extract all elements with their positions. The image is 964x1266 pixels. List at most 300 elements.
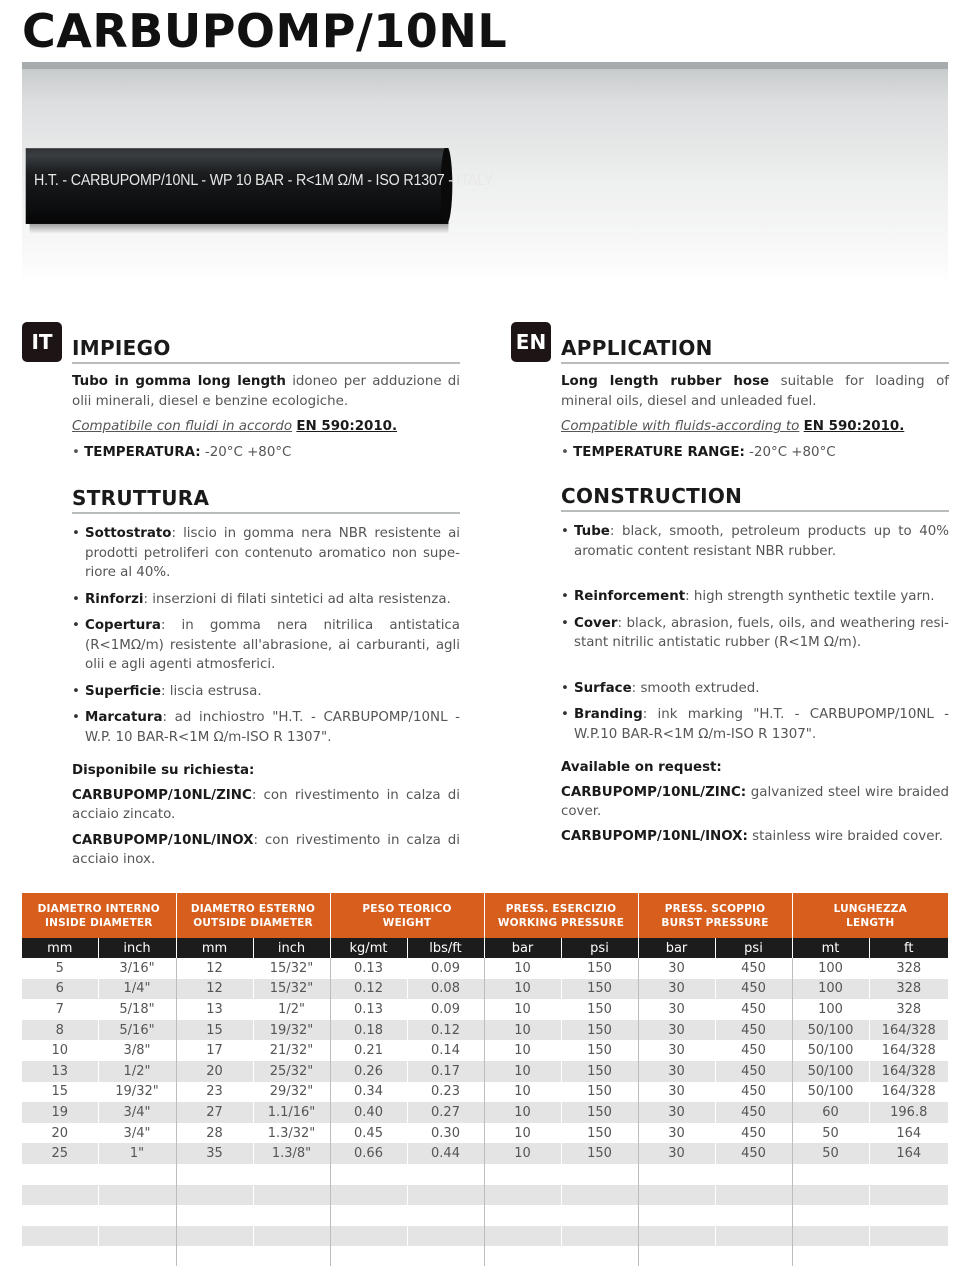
- table-cell: 150: [561, 958, 638, 979]
- table-row: [22, 958, 948, 979]
- table-cell: 15/32": [253, 958, 330, 979]
- group-label-en: LENGTH: [846, 916, 895, 929]
- table-row: [22, 1185, 948, 1206]
- table-cell: [330, 1185, 407, 1206]
- table-unit-header: [22, 938, 948, 958]
- table-cell: [484, 1164, 561, 1185]
- group-header: [792, 893, 948, 938]
- table-cell: [638, 1246, 715, 1266]
- table-cell: [22, 1205, 98, 1226]
- table-cell: [561, 1185, 638, 1206]
- table-cell: 100: [792, 958, 869, 979]
- table-cell: [792, 1205, 869, 1226]
- table-cell: 3/8": [98, 1040, 176, 1061]
- construction-list-it: [72, 524, 460, 747]
- table-row: [22, 979, 948, 1000]
- table-row: [22, 1164, 948, 1185]
- table-cell: 30: [638, 1061, 715, 1082]
- table-cell: [638, 1226, 715, 1247]
- table-cell: 50/100: [792, 1020, 869, 1041]
- table-cell: 1/2": [253, 999, 330, 1020]
- list-item: [72, 616, 460, 675]
- table-cell: [792, 1164, 869, 1185]
- item-label: Rinforzi: [85, 591, 144, 607]
- item-text: : high strength synthetic textile yarn.: [685, 589, 935, 604]
- table-cell: 7: [22, 999, 98, 1020]
- group-label-it: PRESS. SCOPPIO: [664, 902, 766, 915]
- table-cell: 100: [792, 979, 869, 1000]
- application-text-it: [72, 372, 460, 411]
- table-cell: 0.26: [330, 1061, 407, 1082]
- table-cell: [715, 1226, 792, 1247]
- table-cell: 5/16": [98, 1020, 176, 1041]
- table-cell: [869, 1164, 948, 1185]
- table-cell: [715, 1164, 792, 1185]
- compat-text-it: [72, 417, 460, 437]
- table-row: [22, 1246, 948, 1266]
- table-cell: 50: [792, 1123, 869, 1144]
- table-cell: 164: [869, 1143, 948, 1164]
- table-cell: [484, 1185, 561, 1206]
- table-cell: [638, 1205, 715, 1226]
- table-cell: 3/4": [98, 1102, 176, 1123]
- table-cell: [869, 1246, 948, 1266]
- group-label-it: DIAMETRO ESTERNO: [190, 902, 316, 915]
- table-cell: [176, 1246, 253, 1266]
- table-cell: 328: [869, 979, 948, 1000]
- table-cell: 3/4": [98, 1123, 176, 1144]
- table-cell: 450: [715, 1040, 792, 1061]
- table-cell: 450: [715, 1102, 792, 1123]
- table-cell: 0.17: [407, 1061, 484, 1082]
- table-cell: [253, 1226, 330, 1247]
- table-cell: 10: [484, 1082, 561, 1103]
- application-bold-en: Long length rubber hose: [561, 374, 770, 389]
- item-text: : ink marking "H.T. - CARBUPOMP/10NL - W.P.10 BAR-R<1M Ω/m-ISO R 1307".: [574, 707, 949, 742]
- group-label-it: DIAMETRO INTERNO: [37, 902, 160, 915]
- table-cell: 0.66: [330, 1143, 407, 1164]
- table-cell: [561, 1226, 638, 1247]
- table-cell: 150: [561, 979, 638, 1000]
- group-label-en: OUTSIDE DIAMETER: [193, 916, 313, 929]
- table-cell: 17: [176, 1040, 253, 1061]
- item-label: Cover: [574, 615, 618, 631]
- table-cell: 150: [561, 999, 638, 1020]
- list-item: [561, 587, 949, 607]
- variant-name: CARBUPOMP/10NL/ZINC:: [561, 784, 747, 800]
- unit-header: mm: [176, 938, 253, 958]
- table-cell: 150: [561, 1020, 638, 1041]
- item-label: Sottostrato: [85, 526, 172, 541]
- compat-text-en: [561, 417, 949, 437]
- unit-header: inch: [253, 938, 330, 958]
- table-cell: 21/32": [253, 1040, 330, 1061]
- group-label-en: WEIGHT: [382, 916, 432, 929]
- table-cell: [253, 1164, 330, 1185]
- available-title-it: Disponibile su richiesta:: [72, 763, 255, 778]
- table-cell: 20: [176, 1061, 253, 1082]
- table-cell: [98, 1226, 176, 1247]
- unit-header: kg/mt: [330, 938, 407, 958]
- compat-italic-en: Compatible with fluids-according to: [561, 419, 800, 434]
- group-label-en: INSIDE DIAMETER: [45, 916, 153, 929]
- table-cell: 0.13: [330, 999, 407, 1020]
- table-cell: 10: [484, 1143, 561, 1164]
- temperature-en: • TEMPERATURE RANGE: -20°C +80°C: [561, 444, 836, 460]
- table-row: [22, 1102, 948, 1123]
- table-cell: 8: [22, 1020, 98, 1041]
- group-header: [638, 893, 792, 938]
- lang-badge-en: EN: [511, 322, 551, 362]
- table-cell: 0.14: [407, 1040, 484, 1061]
- temperature-value-en: -20°C +80°C: [744, 444, 836, 460]
- table-cell: [98, 1205, 176, 1226]
- table-cell: [407, 1185, 484, 1206]
- table-cell: 0.12: [407, 1020, 484, 1041]
- list-item: [561, 705, 949, 744]
- table-cell: 0.18: [330, 1020, 407, 1041]
- compat-bold-en: EN 590:2010.: [803, 419, 905, 434]
- table-cell: [407, 1205, 484, 1226]
- table-cell: [407, 1246, 484, 1266]
- table-cell: 450: [715, 1123, 792, 1144]
- list-item: [561, 679, 949, 699]
- table-cell: 450: [715, 1061, 792, 1082]
- table-cell: 60: [792, 1102, 869, 1123]
- item-text: : inserzioni di filati sintetici ad alta resistenza.: [143, 591, 451, 607]
- unit-header: bar: [638, 938, 715, 958]
- application-bold-it: Tubo in gomma long length: [72, 374, 286, 389]
- construction-title-it: STRUTTURA: [72, 486, 460, 514]
- table-cell: 30: [638, 979, 715, 1000]
- table-cell: 0.13: [330, 958, 407, 979]
- table-cell: 19/32": [253, 1020, 330, 1041]
- unit-header: inch: [98, 938, 176, 958]
- table-cell: 150: [561, 1102, 638, 1123]
- table-cell: 0.27: [407, 1102, 484, 1123]
- table-cell: 150: [561, 1082, 638, 1103]
- variant-zinc-en: [561, 783, 949, 822]
- unit-header: mm: [22, 938, 98, 958]
- table-cell: [176, 1164, 253, 1185]
- table-group-header: [22, 893, 948, 938]
- table-cell: 6: [22, 979, 98, 1000]
- table-cell: 0.45: [330, 1123, 407, 1144]
- group-label-en: BURST PRESSURE: [661, 916, 769, 929]
- group-label-it: PRESS. ESERCIZIO: [505, 902, 617, 915]
- unit-header: bar: [484, 938, 561, 958]
- variant-inox-it: [72, 831, 460, 870]
- table-cell: 450: [715, 958, 792, 979]
- table-cell: 0.12: [330, 979, 407, 1000]
- item-text: : in gomma nera nitrilica antistatica (R<1MΩ/m) resistente all'abrasione, ai carburanti, agli olii e agli agenti atmosferici.: [85, 618, 460, 672]
- table-cell: 164/328: [869, 1040, 948, 1061]
- table-cell: 10: [484, 979, 561, 1000]
- table-cell: 13: [22, 1061, 98, 1082]
- hose-shape: [22, 148, 458, 298]
- table-cell: 30: [638, 1040, 715, 1061]
- table-cell: 27: [176, 1102, 253, 1123]
- item-label: Marcatura: [85, 710, 163, 725]
- section-it: [72, 336, 460, 870]
- table-cell: 1.1/16": [253, 1102, 330, 1123]
- unit-header: ft: [869, 938, 948, 958]
- application-rest-en: suitable for loading of mineral oils, diesel and unleaded fuel.: [561, 374, 949, 409]
- item-label: Reinforcement: [574, 589, 686, 604]
- table-cell: 50/100: [792, 1040, 869, 1061]
- table-cell: [484, 1205, 561, 1226]
- group-label-en: WORKING PRESSURE: [497, 916, 625, 929]
- table-cell: 30: [638, 1102, 715, 1123]
- compat-bold-it: EN 590:2010.: [296, 419, 398, 434]
- table-cell: 10: [484, 1020, 561, 1041]
- table-cell: 23: [176, 1082, 253, 1103]
- temperature-it: • TEMPERATURA: -20°C +80°C: [72, 444, 292, 460]
- table-cell: [407, 1164, 484, 1185]
- table-cell: 328: [869, 999, 948, 1020]
- list-item: [561, 614, 949, 653]
- table-cell: [792, 1246, 869, 1266]
- variant-inox-en: [561, 827, 949, 847]
- table-cell: [330, 1226, 407, 1247]
- table-row: [22, 1082, 948, 1103]
- table-cell: 10: [484, 1061, 561, 1082]
- table-cell: 1/2": [98, 1061, 176, 1082]
- variant-name: CARBUPOMP/10NL/ZINC: [72, 787, 252, 803]
- compat-italic-it: Compatibile con fluidi in accordo: [72, 419, 293, 434]
- table-cell: [638, 1164, 715, 1185]
- table-cell: 19: [22, 1102, 98, 1123]
- list-item: [561, 522, 949, 561]
- table-cell: 29/32": [253, 1082, 330, 1103]
- item-text: : black, abrasion, fuels, oils, and weathering resi-stant nitrilic antistatic rubber (R<1M Ω/m).: [574, 615, 949, 650]
- table-cell: [253, 1246, 330, 1266]
- table-cell: 450: [715, 999, 792, 1020]
- variant-text: galvanized steel wire braided cover.: [561, 784, 949, 819]
- application-rest-it: idoneo per adduzione di olii minerali, diesel e benzine ecologiche.: [72, 374, 461, 409]
- table-cell: 1.3/8": [253, 1143, 330, 1164]
- table-cell: 13: [176, 999, 253, 1020]
- hose-marking: H.T. - CARBUPOMP/10NL - WP 10 BAR - R<1M Ω/M - ISO R1307 - ITALY: [34, 172, 494, 189]
- item-text: : smooth extruded.: [631, 680, 760, 696]
- table-cell: 450: [715, 979, 792, 1000]
- table-row: [22, 1226, 948, 1247]
- table-cell: 10: [484, 958, 561, 979]
- table-cell: 0.09: [407, 958, 484, 979]
- temperature-value-it: -20°C +80°C: [200, 444, 292, 460]
- table-cell: 164: [869, 1123, 948, 1144]
- table-row: [22, 1020, 948, 1041]
- table-cell: 1.3/32": [253, 1123, 330, 1144]
- table-cell: 30: [638, 1143, 715, 1164]
- table-cell: 30: [638, 1082, 715, 1103]
- list-item: [72, 524, 460, 583]
- table-cell: [869, 1205, 948, 1226]
- table-row: [22, 1123, 948, 1144]
- divider: [22, 62, 948, 69]
- item-label: Copertura: [85, 618, 161, 633]
- table-cell: [561, 1164, 638, 1185]
- table-cell: [22, 1185, 98, 1206]
- temperature-label-it: TEMPERATURA:: [84, 444, 201, 460]
- item-text: : black, smooth, petroleum products up to 40% aromatic content resistant NBR rubber.: [574, 524, 949, 559]
- table-cell: 450: [715, 1143, 792, 1164]
- unit-header: mt: [792, 938, 869, 958]
- section-en: [561, 336, 949, 846]
- table-cell: 150: [561, 1061, 638, 1082]
- table-cell: 28: [176, 1123, 253, 1144]
- lang-badge-it: IT: [22, 322, 62, 362]
- unit-header: psi: [561, 938, 638, 958]
- table-cell: 1": [98, 1143, 176, 1164]
- table-cell: 450: [715, 1020, 792, 1041]
- group-header: [176, 893, 330, 938]
- temperature-label-en: TEMPERATURE RANGE:: [573, 444, 745, 460]
- table-cell: [715, 1205, 792, 1226]
- table-cell: 19/32": [98, 1082, 176, 1103]
- table-cell: 10: [484, 1123, 561, 1144]
- item-label: Surface: [574, 680, 632, 696]
- available-title-en: Available on request:: [561, 760, 722, 775]
- table-cell: [792, 1185, 869, 1206]
- item-label: Branding: [574, 707, 643, 722]
- table-cell: [715, 1185, 792, 1206]
- table-cell: 12: [176, 958, 253, 979]
- table-cell: [98, 1185, 176, 1206]
- table-cell: [22, 1164, 98, 1185]
- table-row: [22, 1061, 948, 1082]
- variant-text: : con rivestimento in calza di acciaio zincato.: [72, 787, 460, 822]
- group-label-it: PESO TEORICO: [362, 902, 452, 915]
- table-cell: 450: [715, 1082, 792, 1103]
- table-cell: 0.40: [330, 1102, 407, 1123]
- group-header: [22, 893, 176, 938]
- table-cell: 50: [792, 1143, 869, 1164]
- table-cell: 15/32": [253, 979, 330, 1000]
- table-cell: 15: [22, 1082, 98, 1103]
- variant-text: stainless wire braided cover.: [747, 828, 943, 844]
- table-cell: 150: [561, 1040, 638, 1061]
- table-cell: 164/328: [869, 1082, 948, 1103]
- application-title-it: IMPIEGO: [72, 336, 460, 364]
- application-title-en: APPLICATION: [561, 336, 949, 364]
- table-cell: 0.08: [407, 979, 484, 1000]
- table-cell: 0.34: [330, 1082, 407, 1103]
- unit-header: lbs/ft: [407, 938, 484, 958]
- table-row: [22, 1040, 948, 1061]
- variant-zinc-it: [72, 786, 460, 825]
- table-cell: 12: [176, 979, 253, 1000]
- construction-title-en: CONSTRUCTION: [561, 484, 949, 512]
- table-cell: [330, 1246, 407, 1266]
- table-cell: [407, 1226, 484, 1247]
- table-cell: [484, 1226, 561, 1247]
- table-cell: [561, 1246, 638, 1266]
- page-title: CARBUPOMP/10NL: [22, 4, 508, 58]
- table-cell: 164/328: [869, 1020, 948, 1041]
- table-cell: 30: [638, 999, 715, 1020]
- table-cell: [715, 1246, 792, 1266]
- table-cell: 0.30: [407, 1123, 484, 1144]
- table-cell: [253, 1185, 330, 1206]
- table-cell: 30: [638, 1123, 715, 1144]
- group-header: [330, 893, 484, 938]
- application-text-en: [561, 372, 949, 411]
- table-cell: [638, 1185, 715, 1206]
- variant-name: CARBUPOMP/10NL/INOX: [72, 832, 254, 848]
- table-cell: 10: [22, 1040, 98, 1061]
- item-text: : liscia estrusa.: [160, 683, 262, 699]
- table-cell: [176, 1185, 253, 1206]
- table-cell: [98, 1246, 176, 1266]
- table-cell: 30: [638, 958, 715, 979]
- table-row: [22, 1143, 948, 1164]
- table-cell: 3/16": [98, 958, 176, 979]
- item-label: Superficie: [85, 683, 161, 699]
- table-cell: 0.44: [407, 1143, 484, 1164]
- table-cell: [176, 1226, 253, 1247]
- table-cell: 35: [176, 1143, 253, 1164]
- table-cell: 150: [561, 1143, 638, 1164]
- table-cell: 5: [22, 958, 98, 979]
- table-cell: 164/328: [869, 1061, 948, 1082]
- item-text: : liscio in gomma nera NBR resistente ai prodotti petroliferi con contenuto aromatico non supe-riore al 40%.: [85, 526, 460, 580]
- group-header: [484, 893, 638, 938]
- table-cell: [22, 1246, 98, 1266]
- table-cell: [176, 1205, 253, 1226]
- table-cell: [98, 1164, 176, 1185]
- variant-text: : con rivestimento in calza di acciaio inox.: [72, 832, 460, 867]
- table-cell: 0.21: [330, 1040, 407, 1061]
- table-row: [22, 1205, 948, 1226]
- table-cell: 15: [176, 1020, 253, 1041]
- table-cell: [253, 1205, 330, 1226]
- table-row: [22, 999, 948, 1020]
- table-cell: 10: [484, 1102, 561, 1123]
- table-cell: [330, 1205, 407, 1226]
- table-cell: 0.09: [407, 999, 484, 1020]
- construction-list-en: [561, 522, 949, 744]
- table-cell: [869, 1185, 948, 1206]
- table-cell: 100: [792, 999, 869, 1020]
- table-cell: 25: [22, 1143, 98, 1164]
- table-cell: 50/100: [792, 1061, 869, 1082]
- table-cell: [484, 1246, 561, 1266]
- table-cell: 10: [484, 999, 561, 1020]
- item-label: Tube: [574, 524, 610, 539]
- group-label-it: LUNGHEZZA: [833, 902, 907, 915]
- table-cell: 5/18": [98, 999, 176, 1020]
- table-cell: [561, 1205, 638, 1226]
- table-cell: [22, 1226, 98, 1247]
- table-cell: 0.23: [407, 1082, 484, 1103]
- unit-header: psi: [715, 938, 792, 958]
- table-cell: [869, 1226, 948, 1247]
- table-cell: 1/4": [98, 979, 176, 1000]
- table-cell: 10: [484, 1040, 561, 1061]
- table-cell: 50/100: [792, 1082, 869, 1103]
- list-item: [72, 590, 460, 610]
- item-text: : ad inchiostro "H.T. - CARBUPOMP/10NL - W.P. 10 BAR-R<1M Ω/m-ISO R 1307".: [85, 710, 460, 745]
- list-item: [72, 708, 460, 747]
- table-cell: 30: [638, 1020, 715, 1041]
- table-body: [22, 958, 948, 1266]
- variant-name: CARBUPOMP/10NL/INOX:: [561, 828, 748, 844]
- table-cell: [330, 1164, 407, 1185]
- table-cell: 20: [22, 1123, 98, 1144]
- table-cell: [792, 1226, 869, 1247]
- list-item: [72, 682, 460, 702]
